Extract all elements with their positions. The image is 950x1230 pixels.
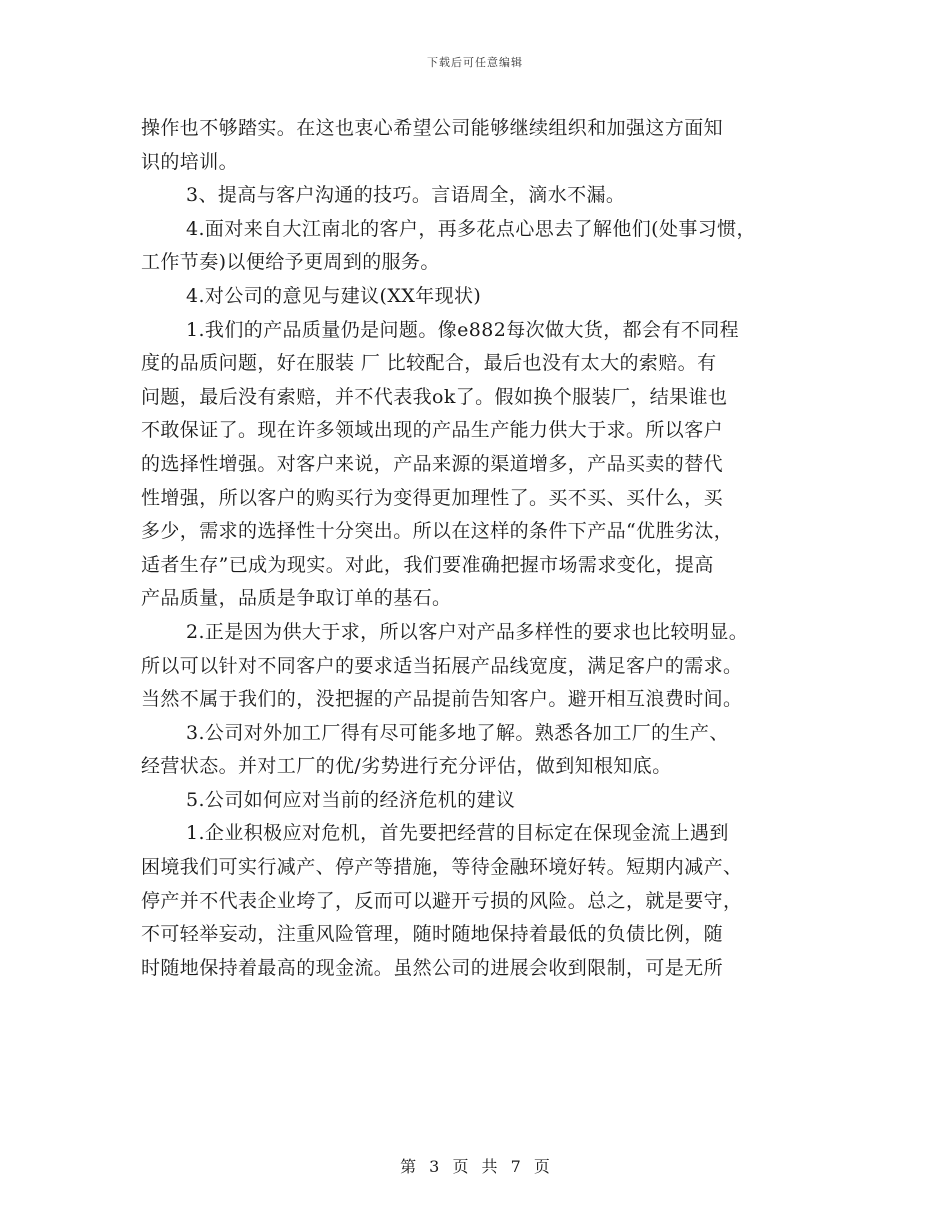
page-header: 下载后可任意编辑: [427, 56, 523, 69]
text-line: 度的品质问题，好在服装 厂 比较配合，最后也没有太大的索赔。有: [141, 352, 717, 375]
text-line: 不可轻举妄动，注重风险管理，随时随地保持着最低的负债比例，随: [141, 923, 724, 946]
text-line: 1.企业积极应对危机，首先要把经营的目标定在保现金流上遇到: [186, 822, 729, 845]
page-footer: 第 3 页 共 7 页: [400, 1157, 550, 1176]
text-line: 产品质量，品质是争取订单的基石。: [141, 587, 452, 610]
text-line: 4.面对来自大江南北的客户，再多花点心思去了解他们(处事习惯，: [186, 217, 756, 240]
text-line: 不敢保证了。现在许多领域出现的产品生产能力供大于求。所以客户: [141, 419, 724, 442]
text-line: 1.我们的产品质量仍是问题。像e882每次做大货，都会有不同程: [186, 318, 740, 341]
text-line: 3.公司对外加工厂得有尽可能多地了解。熟悉各加工厂的生产、: [186, 721, 729, 744]
text-line: 的选择性增强。对客户来说，产品来源的渠道增多，产品买卖的替代: [141, 452, 724, 475]
text-line: 所以可以针对不同客户的要求适当拓展产品线宽度，满足客户的需求。: [141, 654, 743, 677]
text-line: 2.正是因为供大于求，所以客户对产品多样性的要求也比较明显。: [186, 620, 749, 643]
text-line: 适者生存”已成为现实。对此，我们要准确把握市场需求变化，提高: [141, 553, 714, 576]
text-line: 操作也不够踏实。在这也衷心希望公司能够继续组织和加强这方面知: [141, 117, 724, 139]
text-line: 时随地保持着最高的现金流。虽然公司的进展会收到限制，可是无所: [141, 956, 724, 979]
text-line: 经营状态。并对工厂的优/劣势进行充分评估，做到知根知底。: [141, 755, 672, 778]
text-line: 5.公司如何应对当前的经济危机的建议: [186, 788, 516, 811]
text-line: 停产并不代表企业垮了，反而可以避开亏损的风险。总之，就是要守，: [141, 889, 743, 912]
text-line: 3、提高与客户沟通的技巧。言语周全，滴水不漏。: [186, 184, 626, 207]
text-line: 性增强，所以客户的购买行为变得更加理性了。买不买、买什么，买: [141, 486, 724, 509]
text-line: 当然不属于我们的，没把握的产品提前告知客户。避开相互浪费时间。: [141, 688, 743, 711]
text-line: 工作节奏)以便给予更周到的服务。: [141, 251, 440, 274]
document-body: [141, 112, 811, 985]
text-line: 问题，最后没有索赔，并不代表我ok了。假如换个服装厂，结果谁也: [141, 385, 728, 408]
text-line: 困境我们可实行减产、停产等措施，等待金融环境好转。短期内减产、: [141, 856, 743, 879]
text-line: 识的培训。: [141, 150, 239, 173]
text-line: 多少，需求的选择性十分突出。所以在这样的条件下产品“优胜劣汰，: [141, 520, 734, 543]
text-line: 4.对公司的意见与建议(XX年现状): [186, 284, 482, 307]
